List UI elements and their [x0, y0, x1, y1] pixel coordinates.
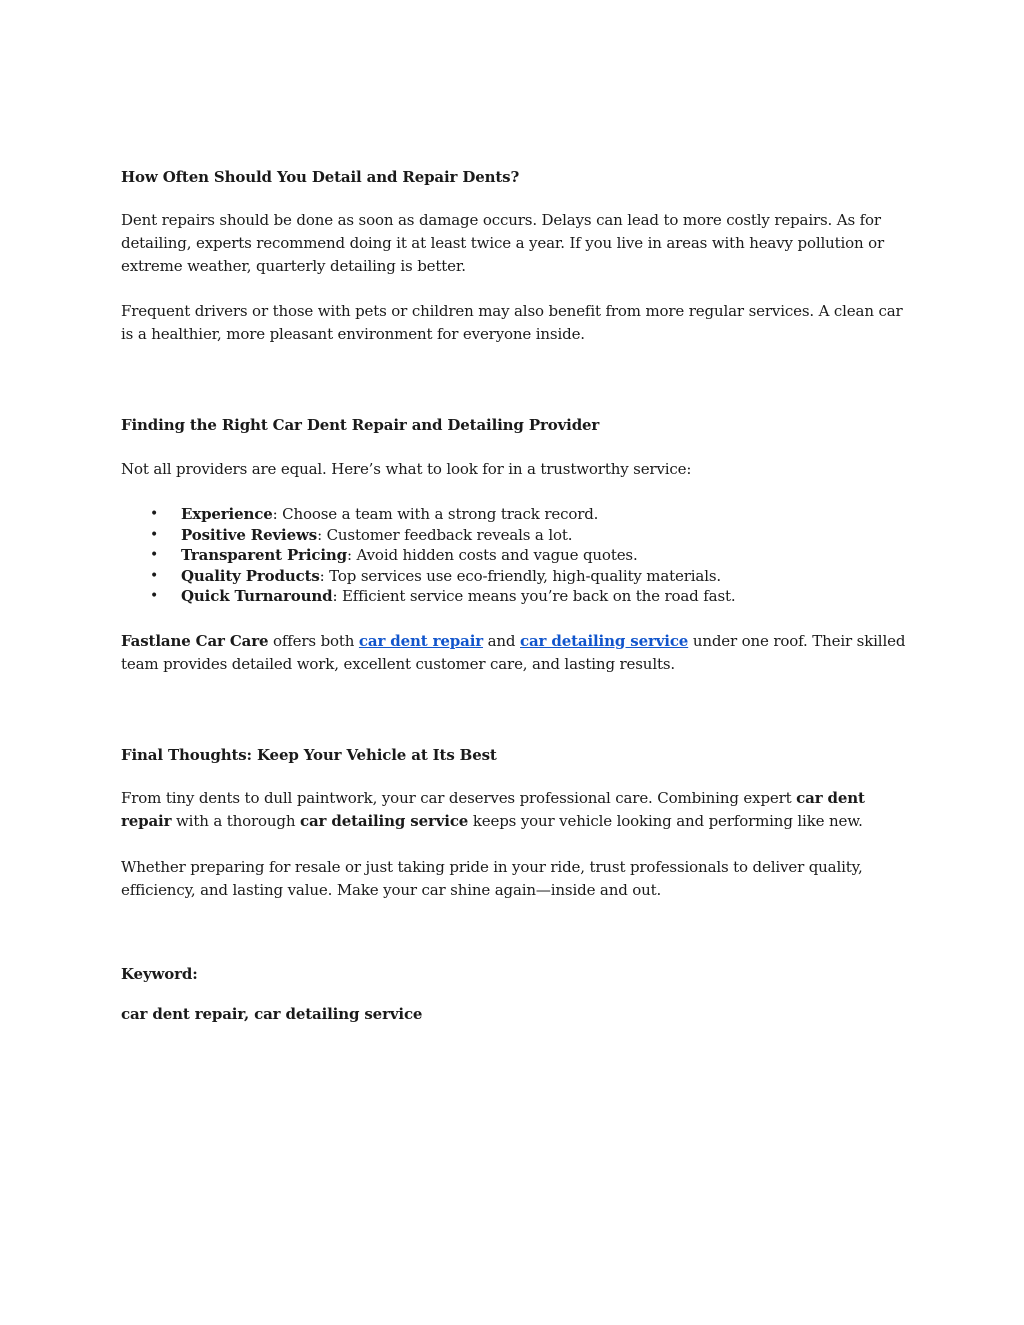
- list-item-term: Transparent Pricing: [181, 546, 348, 565]
- list-item: [121, 566, 911, 587]
- list-item-text: : Customer feedback reveals a lot.: [317, 525, 573, 544]
- keyword-label: Keyword:: [121, 965, 198, 983]
- list-item-term: Quality Products: [181, 566, 320, 585]
- text-segment: keeps your vehicle looking and performing like new.: [468, 812, 863, 830]
- bullet-icon: •: [150, 567, 159, 584]
- car-detailing-service-link[interactable]: car detailing service: [520, 632, 689, 650]
- paragraph-frequent-drivers: Frequent drivers or those with pets or children may also benefit from more regular services. A clean car is a healthier, more pleasant environment for everyone inside.: [121, 302, 903, 343]
- section-heading-finding-provider: Finding the Right Car Dent Repair and Detailing Provider: [121, 416, 600, 434]
- paragraph-dent-timing: Dent repairs should be done as soon as damage occurs. Delays can lead to more costly repairs. As for detailing, experts recommend doing it at least twice a year. If you live in areas with heavy pollution or extreme weather, quarterly detailing is better.: [121, 211, 885, 275]
- paragraph-fastlane-offer: [121, 630, 911, 676]
- list-item-text: : Choose a team with a strong track record.: [272, 505, 599, 523]
- keyword-value: car dent repair, car detailing service: [121, 1005, 423, 1023]
- text-segment: offers both: [268, 632, 359, 650]
- list-item-term: Experience: [181, 505, 273, 523]
- brand-name: Fastlane Car Care: [121, 632, 269, 650]
- text-segment: under one roof. Their skilled team provides detailed work, excellent customer care, and lasting results.: [121, 632, 906, 673]
- paragraph-resale-pride: Whether preparing for resale or just taking pride in your ride, trust professionals to deliver quality, efficiency, and lasting value. Make your car shine again—inside and out.: [121, 858, 863, 899]
- paragraph-providers-intro: Not all providers are equal. Here’s what to look for in a trustworthy service:: [121, 460, 692, 478]
- text-segment: with a thorough: [171, 812, 300, 830]
- list-item: [121, 586, 911, 607]
- text-segment: From tiny dents to dull paintwork, your car deserves professional care. Combining expert: [121, 789, 797, 807]
- list-item: [121, 525, 911, 546]
- text-segment: and: [483, 632, 520, 650]
- list-item-text: : Top services use eco-friendly, high-quality materials.: [319, 566, 722, 585]
- car-dent-repair-link[interactable]: car dent repair: [358, 632, 483, 650]
- provider-criteria-list: [121, 504, 911, 607]
- bullet-icon: •: [150, 588, 159, 605]
- list-item-term: Positive Reviews: [181, 525, 318, 544]
- paragraph-professional-care: [121, 787, 911, 833]
- list-item: [121, 545, 911, 566]
- section-heading-final-thoughts: Final Thoughts: Keep Your Vehicle at Its Best: [121, 746, 497, 764]
- list-item: [121, 504, 911, 525]
- bullet-icon: •: [150, 526, 159, 543]
- list-item-term: Quick Turnaround: [181, 587, 333, 606]
- section-heading-how-often: How Often Should You Detail and Repair Dents?: [121, 168, 520, 186]
- bold-keyword: car dent repair: [121, 789, 865, 830]
- bullet-icon: •: [150, 547, 159, 564]
- bullet-icon: •: [150, 506, 159, 522]
- bold-keyword: car detailing service: [300, 812, 469, 830]
- list-item-text: : Efficient service means you’re back on the road fast.: [332, 587, 736, 606]
- list-item-text: : Avoid hidden costs and vague quotes.: [347, 546, 638, 565]
